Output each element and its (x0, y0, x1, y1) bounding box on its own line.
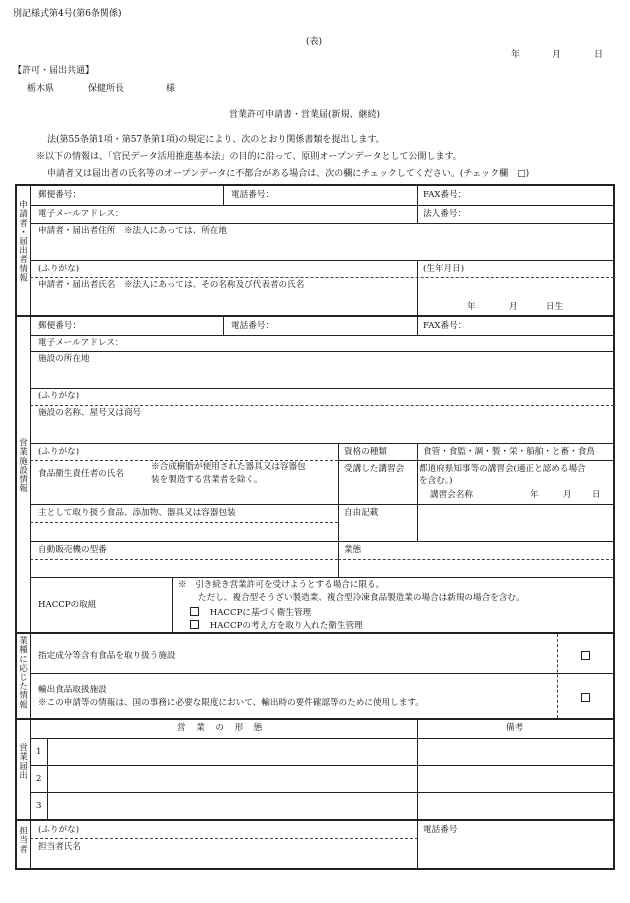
open-data-note: ※以下の情報は、「官民データ活用推進基本法」の目的に沿って、原則オープンデータとして公開します。 (36, 152, 462, 162)
report-row-line-1 (30, 765, 614, 766)
frame-bottom (15, 868, 615, 870)
facility-row-line-2 (30, 351, 614, 352)
facility-section-label: 営業施設情報 (17, 438, 28, 493)
business-row-line (30, 673, 614, 674)
course-day-label: 日 (592, 490, 601, 500)
applicant-furigana-label[interactable]: (ふりがな) (38, 264, 80, 274)
page-side: (表) (306, 37, 323, 47)
report-row-number: 2 (36, 774, 42, 784)
report-row-number: 1 (36, 747, 42, 757)
intro-text: 法(第55条第1項・第57条第1項)の規定により、次のとおり関係書類を提出します。 (47, 135, 385, 145)
report-number-divider (47, 738, 48, 819)
applicant-row2-divider (417, 205, 418, 223)
business-type-dash (338, 559, 614, 560)
applicant-address-label[interactable]: 申請者・届出者住所 ※法人にあっては、所在地 (38, 226, 227, 236)
applicant-birth-divider (417, 260, 418, 315)
goods-dash (30, 522, 338, 523)
vending-machine-label[interactable]: 自動販売機の型番 (38, 545, 107, 555)
date-year-label: 年 (511, 50, 521, 60)
course-year-label: 年 (530, 490, 539, 500)
facility-row-line-6 (30, 541, 614, 542)
date-month-label: 月 (552, 50, 562, 60)
contact-name-label[interactable]: 担当者氏名 (38, 842, 81, 852)
business-check-divider (557, 634, 558, 718)
report-section-label: 営業届出 (17, 743, 28, 780)
manager-note-line1: ※合成樹脂が使用された器具又は容器包 (151, 462, 306, 472)
section-divider-business (15, 632, 615, 634)
applicant-row-line-2 (30, 223, 614, 224)
facility-row1-divider-a (223, 317, 224, 335)
export-facility-label: 輸出食品取扱施設 (38, 685, 107, 695)
haccp-option-2-checkbox[interactable] (190, 620, 199, 629)
contact-section-label: 担当者 (17, 826, 28, 854)
facility-row-line-7 (30, 577, 614, 578)
designated-ingredient-checkbox[interactable] (581, 651, 590, 660)
facility-furigana-label[interactable]: (ふりがな) (38, 391, 80, 401)
facility-postal-label[interactable]: 郵便番号： (38, 321, 81, 331)
report-row-line-2 (30, 792, 614, 793)
business-section-label: 業種に応じた情報 (17, 636, 28, 709)
course-value-line1[interactable]: 都道府県知事等の講習会(適正と認める場合 (419, 464, 586, 474)
facility-fax-label[interactable]: FAX番号： (423, 321, 467, 331)
haccp-note-line1: ※ 引き続き営業許可を受けようとする場合に限る。 (178, 580, 385, 590)
applicant-birth-header: (生年月日) (423, 264, 465, 274)
birth-month-label: 月 (509, 302, 518, 312)
manager-furigana-dash (30, 460, 338, 461)
report-remarks-divider (417, 718, 418, 819)
remarks-column-header: 備考 (506, 723, 524, 733)
frame-left (15, 184, 17, 870)
facility-email-label[interactable]: 電子メールアドレス： (38, 338, 124, 348)
qualification-type-label: 資格の種類 (344, 447, 387, 457)
applicant-row-line-1 (30, 205, 614, 206)
applicant-row1-divider-a (223, 186, 224, 205)
qualification-type-options[interactable]: 食管・食監・調・製・栄・船舶・と畜・食鳥 (423, 447, 595, 457)
addressee-office: 保健所長 (88, 84, 125, 94)
haccp-divider (172, 577, 173, 632)
contact-phone-label[interactable]: 電話番号 (423, 825, 458, 835)
applicant-phone-label[interactable]: 電話番号： (231, 190, 274, 200)
applicant-section-label: 申請者・届出者情報 (17, 200, 28, 282)
haccp-option-1-label: HACCPに基づく衛生管理 (209, 608, 312, 618)
free-entry-label[interactable]: 自由記載 (344, 508, 379, 518)
applicant-name-label[interactable]: 申請者・届出者氏名 ※法人にあっては、その名称及び代表者の氏名 (38, 280, 305, 290)
addressee-prefecture: 栃木県 (27, 84, 55, 94)
haccp-option-1[interactable] (190, 607, 311, 618)
designated-ingredient-label: 指定成分等含有食品を取り扱う施設 (38, 651, 176, 661)
haccp-option-2-label: HACCPの考え方を取り入れた衛生管理 (209, 621, 363, 631)
facility-row-line-1 (30, 335, 614, 336)
facility-row-line-4 (30, 443, 614, 444)
section-divider-facility (15, 315, 615, 317)
manager-furigana-label[interactable]: (ふりがな) (38, 447, 80, 457)
applicant-corp-no-label[interactable]: 法人番号： (423, 209, 466, 219)
course-value-line2: を含む。) (419, 476, 453, 486)
form-category: 【許可・届出共通】 (13, 66, 95, 76)
addressee-honorific: 様 (166, 84, 176, 94)
haccp-label: HACCPの取組 (38, 600, 97, 610)
birth-day-label: 日生 (546, 302, 564, 312)
contact-divider (417, 821, 418, 869)
section-divider-report (15, 718, 615, 720)
label-column-divider (30, 184, 31, 870)
business-form-column-header: 営 業 の 形 態 (177, 723, 264, 733)
business-type-label[interactable]: 業態 (344, 545, 362, 555)
haccp-option-1-checkbox[interactable] (190, 607, 199, 616)
applicant-fax-label[interactable]: FAX番号： (423, 190, 467, 200)
applicant-furigana-dash (30, 277, 614, 278)
manager-name-label[interactable]: 食品衛生責任者の氏名 (38, 469, 124, 479)
facility-right-divider (417, 443, 418, 541)
date-day-label: 日 (594, 50, 604, 60)
birth-year-label: 年 (467, 302, 476, 312)
qualification-row-line (338, 460, 614, 461)
facility-row-line-3 (30, 388, 614, 389)
applicant-email-label[interactable]: 電子メールアドレス： (38, 209, 124, 219)
applicant-postal-label[interactable]: 郵便番号： (38, 190, 81, 200)
contact-furigana-label[interactable]: (ふりがな) (38, 825, 80, 835)
form-number: 別記様式第4号(第6条関係) (13, 9, 122, 19)
haccp-note-line2: ただし、複合型そうざい製造業、複合型冷凍食品製造業の場合は新規の場合を含む。 (198, 593, 525, 603)
facility-row-line-5 (30, 504, 614, 505)
facility-location-label[interactable]: 施設の所在地 (38, 354, 90, 364)
facility-phone-label[interactable]: 電話番号： (231, 321, 274, 331)
form-title: 営業許可申請書・営業届(新規、継続) (229, 110, 381, 120)
export-facility-checkbox[interactable] (581, 693, 590, 702)
course-name-label[interactable]: 講習会名称 (430, 490, 473, 500)
applicant-row1-divider-b (417, 186, 418, 205)
facility-mid-divider (338, 443, 339, 577)
frame-top (15, 184, 615, 186)
facility-row1-divider-b (417, 317, 418, 335)
course-month-label: 月 (563, 490, 572, 500)
course-label: 受講した講習会 (344, 464, 405, 474)
export-facility-note: ※この申請等の情報は、国の事務に必要な限度において、輸出時の要件確認等のために使用します。 (38, 698, 424, 708)
open-data-checkbox-note[interactable]: 申請者又は届出者の氏名等のオープンデータに不都合がある場合は、次の欄にチェックしてください。(チェック欄 □) (47, 169, 530, 179)
haccp-option-2[interactable] (190, 620, 363, 631)
contact-furigana-dash (30, 838, 418, 839)
facility-furigana-dash (30, 405, 614, 406)
report-row-number: 3 (36, 801, 42, 811)
manager-note-line2: 装を製造する営業者を除く。 (151, 475, 263, 485)
frame-right (613, 184, 615, 870)
facility-name-label[interactable]: 施設の名称、屋号又は商号 (38, 408, 142, 418)
report-header-line (30, 738, 614, 739)
section-divider-contact (15, 819, 615, 821)
vending-dash (30, 559, 338, 560)
applicant-row-line-3 (30, 260, 614, 261)
goods-label[interactable]: 主として取り扱う食品、添加物、器具又は容器包装 (38, 508, 236, 518)
